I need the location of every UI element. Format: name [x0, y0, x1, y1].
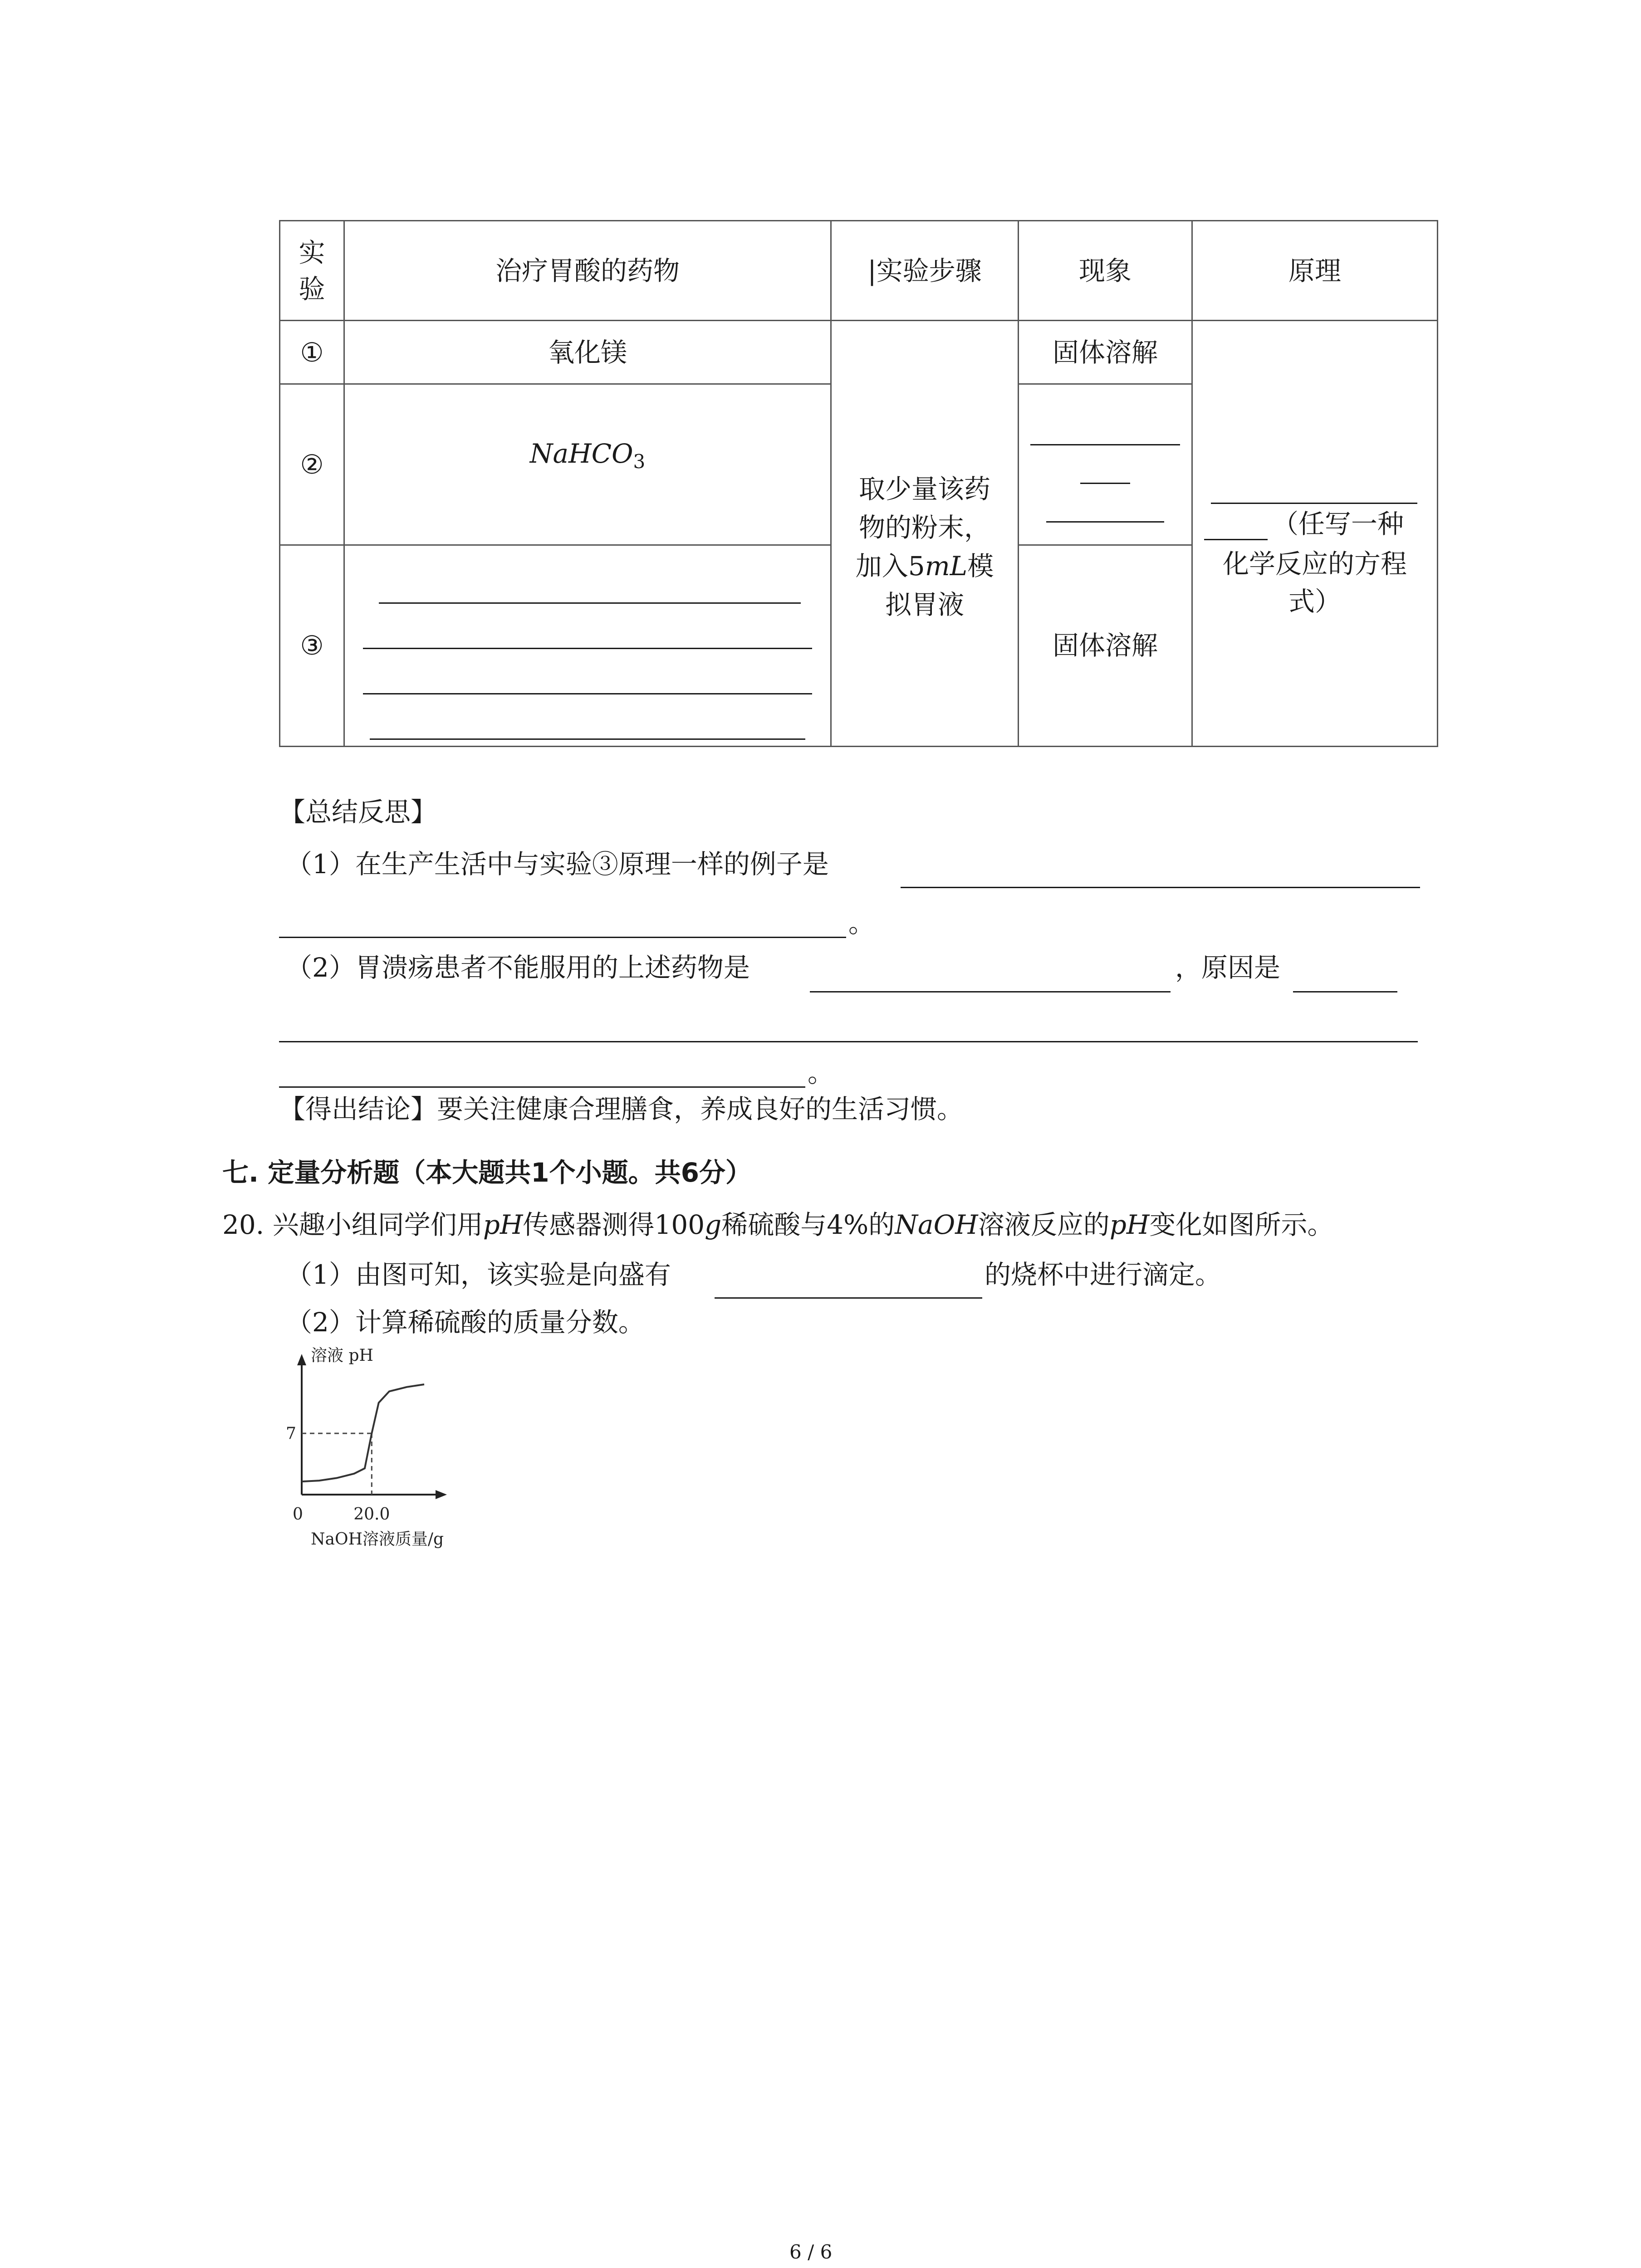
header-drug: 治疗胃酸的药物: [344, 221, 831, 321]
steps-cell: 取少量该药 物的粉末， 加入5mL模 拟胃液: [831, 321, 1019, 747]
q2-mid: ，原因是: [1175, 952, 1281, 983]
header-experiment: 实 验: [280, 221, 344, 321]
drug-blank-2[interactable]: [363, 648, 812, 649]
row1-num: ①: [280, 321, 344, 384]
header-steps: |实验步骤: [831, 221, 1019, 321]
principle-blank-1[interactable]: [1211, 503, 1417, 504]
q2-blank-reason-3[interactable]: [279, 1086, 805, 1088]
phenomenon-blank-2[interactable]: [1080, 483, 1130, 484]
experiment-table: [279, 220, 1438, 747]
q2-blank-reason-2[interactable]: [279, 1041, 1418, 1042]
row3-phenomenon: 固体溶解: [1019, 545, 1192, 746]
summary-heading: 【总结反思】: [279, 797, 437, 827]
phenomenon-blank-1[interactable]: [1030, 444, 1180, 445]
header-phenomenon: 现象: [1019, 221, 1192, 321]
chart-y-arrow: [297, 1354, 306, 1365]
section7-title: 七. 定量分析题（本大题共1个小题。共6分）: [222, 1157, 752, 1188]
principle-blank-2[interactable]: [1204, 539, 1268, 540]
q2-end: 。: [808, 1057, 834, 1088]
q20-sub1-blank[interactable]: [715, 1297, 982, 1299]
chart-xlabel: NaOH溶液质量/g: [311, 1530, 444, 1549]
ph-chart: [268, 1338, 476, 1551]
row2-num: ②: [280, 384, 344, 545]
q1-end: 。: [848, 908, 875, 938]
q2-text: （2）胃溃疡患者不能服用的上述药物是: [286, 952, 750, 983]
row3-num: ③: [280, 545, 344, 746]
chart-x-tick-0: 0: [293, 1505, 303, 1524]
row1-drug: 氧化镁: [344, 321, 831, 384]
q1-blank-2[interactable]: [279, 937, 846, 938]
q20-sub2: （2）计算稀硫酸的质量分数。: [286, 1307, 645, 1338]
q1-blank-1[interactable]: [901, 887, 1420, 888]
drug-blank-4[interactable]: [370, 738, 805, 740]
row2-phenomenon: [1019, 384, 1192, 545]
q20-sub1-end: 的烧杯中进行滴定。: [985, 1259, 1222, 1290]
chart-x-tick-20: 20.0: [353, 1505, 390, 1524]
chart-ylabel: 溶液 pH: [311, 1346, 373, 1365]
q2-blank-drug[interactable]: [810, 991, 1171, 992]
q20-sub1: （1）由图可知，该实验是向盛有: [286, 1259, 671, 1290]
q20-stem: 20. 兴趣小组同学们用pH传感器测得100g稀硫酸与4%的NaOH溶液反应的pH变化如图所示。: [222, 1209, 1334, 1240]
row2-drug: NaHCO$_3$: [344, 384, 831, 545]
header-principle: 原理: [1192, 221, 1438, 321]
page-number: 6 / 6: [789, 2241, 833, 2263]
conclusion: 【得出结论】要关注健康合理膳食，养成良好的生活习惯。: [279, 1094, 964, 1124]
row1-phenomenon: 固体溶解: [1019, 321, 1192, 384]
drug-blank-3[interactable]: [363, 693, 812, 694]
row3-drug: [344, 545, 831, 746]
q1-text: （1）在生产生活中与实验③原理一样的例子是: [286, 849, 829, 880]
phenomenon-blank-3[interactable]: [1046, 521, 1164, 523]
principle-cell: （任写一种 化学反应的方程 式）: [1192, 321, 1438, 747]
drug-blank-1[interactable]: [379, 602, 801, 604]
chart-y-tick-7: 7: [286, 1424, 296, 1443]
q2-blank-reason-1[interactable]: [1293, 991, 1397, 992]
chart-x-arrow: [436, 1490, 447, 1499]
